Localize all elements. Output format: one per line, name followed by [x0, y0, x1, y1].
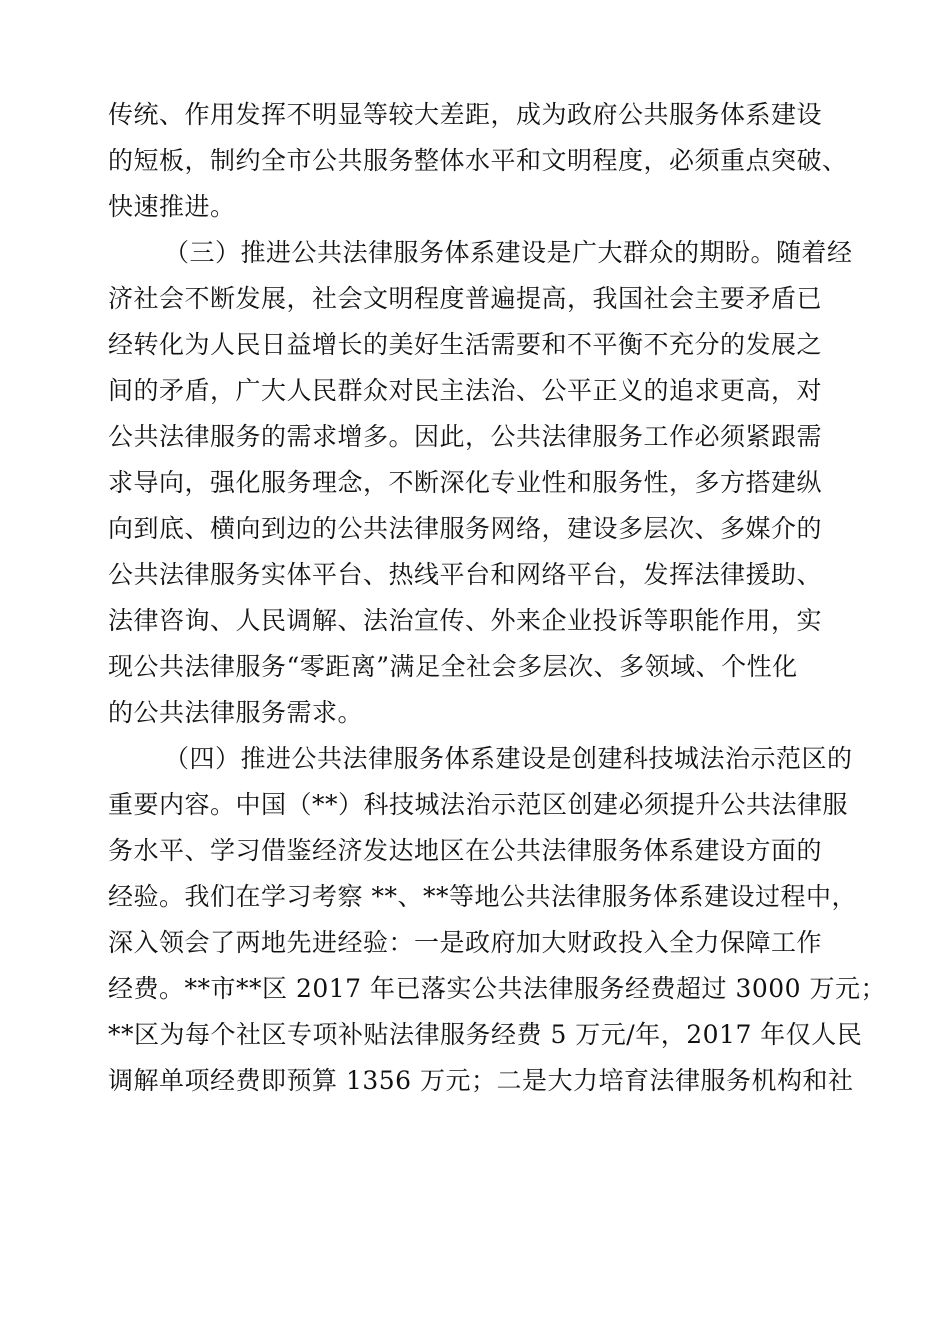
text-line: 深入领会了两地先进经验：一是政府加大财政投入全力保障工作: [108, 928, 823, 957]
text-line: 经转化为人民日益增长的美好生活需要和不平衡不充分的发展之: [108, 330, 823, 359]
text-line: 公共法律服务的需求增多。因此，公共法律服务工作必须紧跟需: [108, 422, 823, 451]
text-line: 间的矛盾，广大人民群众对民主法治、公平正义的追求更高，对: [108, 376, 823, 405]
paragraph-heading-line: （三）推进公共法律服务体系建设是广大群众的期盼。随着经: [164, 238, 853, 267]
text-line: 重要内容。中国（**）科技城法治示范区创建必须提升公共法律服: [108, 790, 849, 819]
paragraph-heading-line: （四）推进公共法律服务体系建设是创建科技城法治示范区的: [164, 744, 853, 773]
text-line: 的公共法律服务需求。: [108, 698, 364, 727]
text-line: 现公共法律服务“零距离”满足全社会多层次、多领域、个性化: [108, 652, 798, 681]
text-line: **区为每个社区专项补贴法律服务经费 5 万元/年，2017 年仅人民: [108, 1020, 863, 1049]
text-line: 经验。我们在学习考察 **、**等地公共法律服务体系建设过程中，: [108, 882, 857, 911]
text-line: 经费。**市**区 2017 年已落实公共法律服务经费超过 3000 万元；: [108, 974, 887, 1003]
text-line: 的短板，制约全市公共服务整体水平和文明程度，必须重点突破、: [108, 146, 848, 175]
body-text: [108, 92, 887, 1104]
text-line: 求导向，强化服务理念，不断深化专业性和服务性，多方搭建纵: [108, 468, 823, 497]
text-line: 务水平、学习借鉴经济发达地区在公共法律服务体系建设方面的: [108, 836, 823, 865]
text-line: 法律咨询、人民调解、法治宣传、外来企业投诉等职能作用，实: [108, 606, 823, 635]
text-line: 公共法律服务实体平台、热线平台和网络平台，发挥法律援助、: [108, 560, 823, 589]
text-line: 快速推进。: [108, 192, 236, 221]
text-line: 传统、作用发挥不明显等较大差距，成为政府公共服务体系建设: [108, 100, 823, 129]
text-line: 济社会不断发展，社会文明程度普遍提高，我国社会主要矛盾已: [108, 284, 823, 313]
text-line: 向到底、横向到边的公共法律服务网络，建设多层次、多媒介的: [108, 514, 823, 543]
text-line: 调解单项经费即预算 1356 万元；二是大力培育法律服务机构和社: [108, 1066, 854, 1095]
